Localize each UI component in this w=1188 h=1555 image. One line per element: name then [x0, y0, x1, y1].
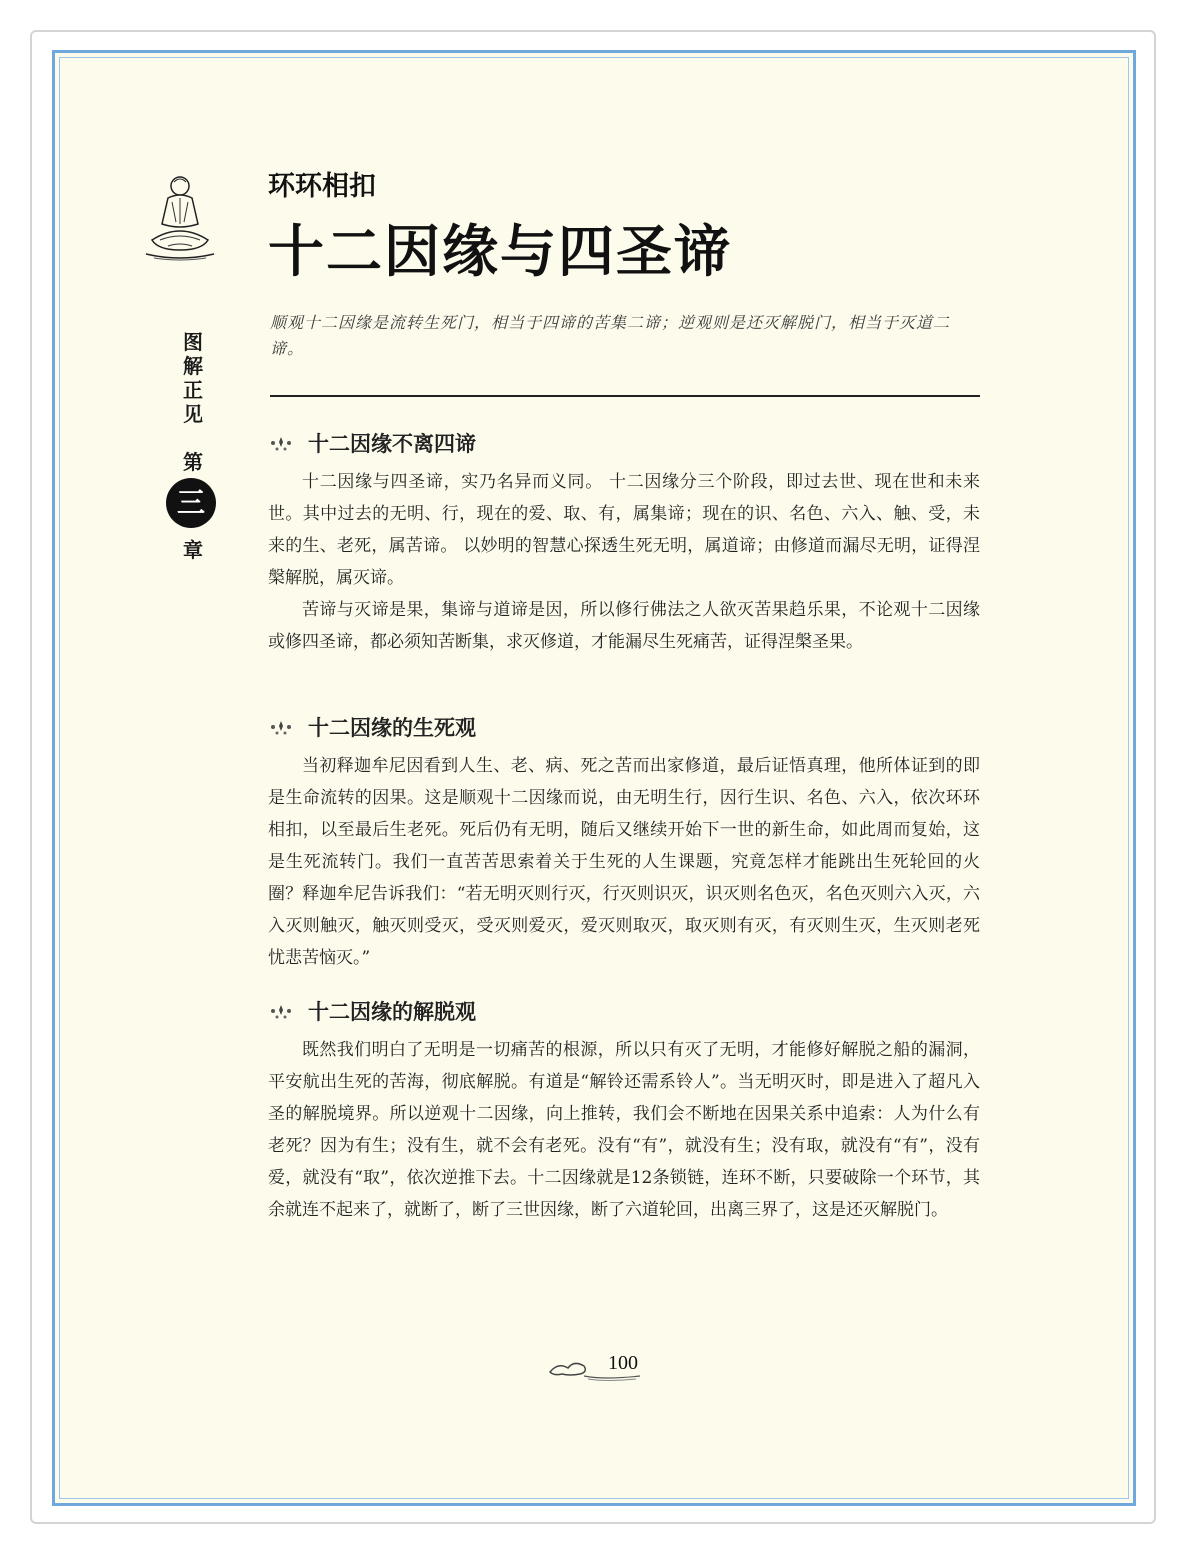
lotus-ornament-icon	[268, 717, 294, 737]
section-1	[268, 428, 980, 658]
section-heading-text: 十二因缘的生死观	[308, 715, 476, 740]
paragraph: 既然我们明白了无明是一切痛苦的根源，所以只有灭了无明，才能修好解脱之船的漏洞，平安航出生死的苦海，彻底解脱。有道是“解铃还需系铃人”。当无明灭时，即是进入了超凡入圣的解脱境界。所以逆观十二因缘，向上推转，我们会不断地在因果关系中追索：人为什么有老死？因为有生；没有生，就不会有老死。没有“有”，就没有生；没有取，就没有“有”，没有爱，就没有“取”，依次逆推下去。十二因缘就是12条锁链，连环不断，只要破除一个环节，其余就连不起来了，就断了，断了三世因缘，断了六道轮回，出离三界了，这是还灭解脱门。	[268, 1040, 980, 1220]
side-title-char: 解	[183, 354, 203, 378]
paragraph: 苦谛与灭谛是果，集谛与道谛是因，所以修行佛法之人欲灭苦果趋乐果，不论观十二因缘或修四圣谛，都必须知苦断集，求灭修道，才能漏尽生死痛苦，证得涅槃圣果。	[268, 600, 980, 652]
buddha-figure-icon	[138, 168, 222, 264]
article-title: 十二因缘与四圣谛	[268, 220, 732, 285]
header-divider	[270, 395, 980, 397]
lotus-ornament-icon	[268, 433, 294, 453]
section-heading	[268, 428, 980, 458]
lotus-ornament-icon	[268, 1001, 294, 1021]
article-subtitle: 环环相扣	[268, 171, 376, 202]
page-number-block	[548, 1350, 648, 1384]
chapter-number-badge: 三	[166, 478, 216, 528]
side-title-char: 图	[183, 330, 203, 354]
side-chapter-prefix: 第	[183, 450, 203, 474]
section-heading-text: 十二因缘的解脱观	[308, 999, 476, 1024]
side-book-title	[180, 330, 206, 426]
paragraph: 当初释迦牟尼因看到人生、老、病、死之苦而出家修道，最后证悟真理，他所体证到的即是生命流转的因果。这是顺观十二因缘而说，由无明生行，因行生识、名色、六入，依次环环相扣，以至最后生老死。死后仍有无明，随后又继续开始下一世的新生命，如此周而复始，这是生死流转门。我们一直苦苦思索着关于生死的人生课题，究竟怎样才能跳出生死轮回的火圈？释迦牟尼告诉我们：“若无明灭则行灭，行灭则识灭，识灭则名色灭，名色灭则六入灭，六入灭则触灭，触灭则受灭，受灭则爱灭，爱灭则取灭，取灭则有灭，有灭则生灭，生灭则老死忧悲苦恼灭。”	[268, 756, 980, 968]
side-title-char: 正	[183, 378, 203, 402]
section-heading	[268, 712, 980, 742]
section-3	[268, 996, 980, 1226]
section-heading	[268, 996, 980, 1026]
page-number: 100	[608, 1352, 638, 1374]
section-2	[268, 712, 980, 974]
side-chapter-suffix: 章	[183, 538, 203, 562]
article-intro: 顺观十二因缘是流转生死门，相当于四谛的苦集二谛；逆观则是还灭解脱门，相当于灭道二谛。	[270, 313, 951, 358]
section-heading-text: 十二因缘不离四谛	[308, 431, 476, 456]
paragraph: 十二因缘与四圣谛，实乃名异而义同。 十二因缘分三个阶段，即过去世、现在世和未来世。其中过去的无明、行，现在的爱、取、有，属集谛；现在的识、名色、六入、触、受，未来的生、老死，属苦谛。 以妙明的智慧心探透生死无明，属道谛；由修道而漏尽无明，证得涅槃解脱，属灭谛。	[268, 472, 980, 588]
side-title-char: 见	[183, 402, 203, 426]
